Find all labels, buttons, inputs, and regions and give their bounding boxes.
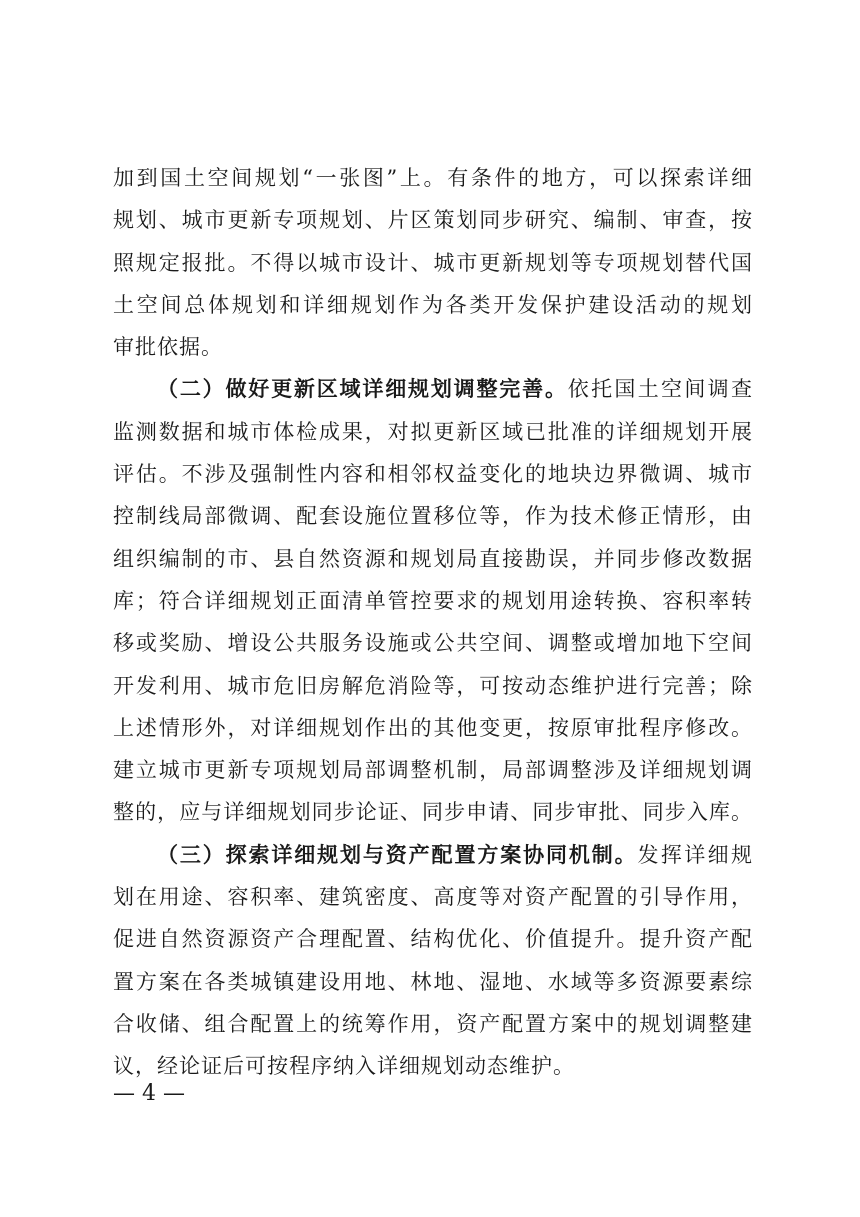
- text-line: 规划、城市更新专项规划、片区策划同步研究、编制、审查，按: [113, 208, 753, 233]
- text-line: 土空间总体规划和详细规划作为各类开发保护建设活动的规划: [113, 292, 753, 317]
- text-line: [113, 834, 753, 876]
- text-line: 促进自然资源资产合理配置、结构优化、价值提升。提升资产配: [113, 927, 753, 952]
- document-body: [113, 157, 753, 1088]
- text-line: 整的，应与详细规划同步论证、同步申请、同步审批、同步入库。: [113, 800, 753, 825]
- paragraph-3: [113, 834, 753, 1088]
- text-line: 移或奖励、增设公共服务设施或公共空间、调整或增加地下空间: [113, 631, 753, 656]
- text-line: 审批依据。: [113, 335, 223, 360]
- text-line: 合收储、组合配置上的统筹作用，资产配置方案中的规划调整建: [113, 1011, 753, 1036]
- text-line: 上述情形外，对详细规划作出的其他变更，按原审批程序修改。: [113, 715, 753, 740]
- text-line: 置方案在各类城镇建设用地、林地、湿地、水域等多资源要素综: [113, 969, 753, 994]
- page-number: — 4 —: [113, 1081, 185, 1106]
- section-heading-2: （二）做好更新区域详细规划调整完善。: [157, 377, 568, 402]
- section-heading-3: （三）探索详细规划与资产配置方案协同机制。: [157, 842, 638, 867]
- text-line: 组织编制的市、县自然资源和规划局直接勘误，并同步修改数据: [113, 546, 753, 571]
- text-line: 监测数据和城市体检成果，对拟更新区域已批准的详细规划开展: [113, 419, 753, 444]
- paragraph-1: [113, 157, 753, 368]
- text-line: 控制线局部微调、配套设施位置移位等，作为技术修正情形，由: [113, 504, 753, 529]
- text-line: 建立城市更新专项规划局部调整机制，局部调整涉及详细规划调: [113, 758, 753, 783]
- text-line: 库；符合详细规划正面清单管控要求的规划用途转换、容积率转: [113, 588, 753, 613]
- text-line: 照规定报批。不得以城市设计、城市更新规划等专项规划替代国: [113, 250, 753, 275]
- text-line: [113, 368, 753, 410]
- text-line: 议，经论证后可按程序纳入详细规划动态维护。: [113, 1054, 575, 1079]
- text-line: 开发利用、城市危旧房解危消险等，可按动态维护进行完善；除: [113, 673, 753, 698]
- text-span: 依托国土空间调查: [567, 377, 753, 402]
- text-line: 评估。不涉及强制性内容和相邻权益变化的地块边界微调、城市: [113, 462, 753, 487]
- text-line: 加到国土空间规划“一张图”上。有条件的地方，可以探索详细: [113, 166, 753, 190]
- paragraph-2: [113, 368, 753, 833]
- text-span: 发挥详细规: [637, 842, 753, 867]
- text-line: 划在用途、容积率、建筑密度、高度等对资产配置的引导作用，: [113, 885, 753, 910]
